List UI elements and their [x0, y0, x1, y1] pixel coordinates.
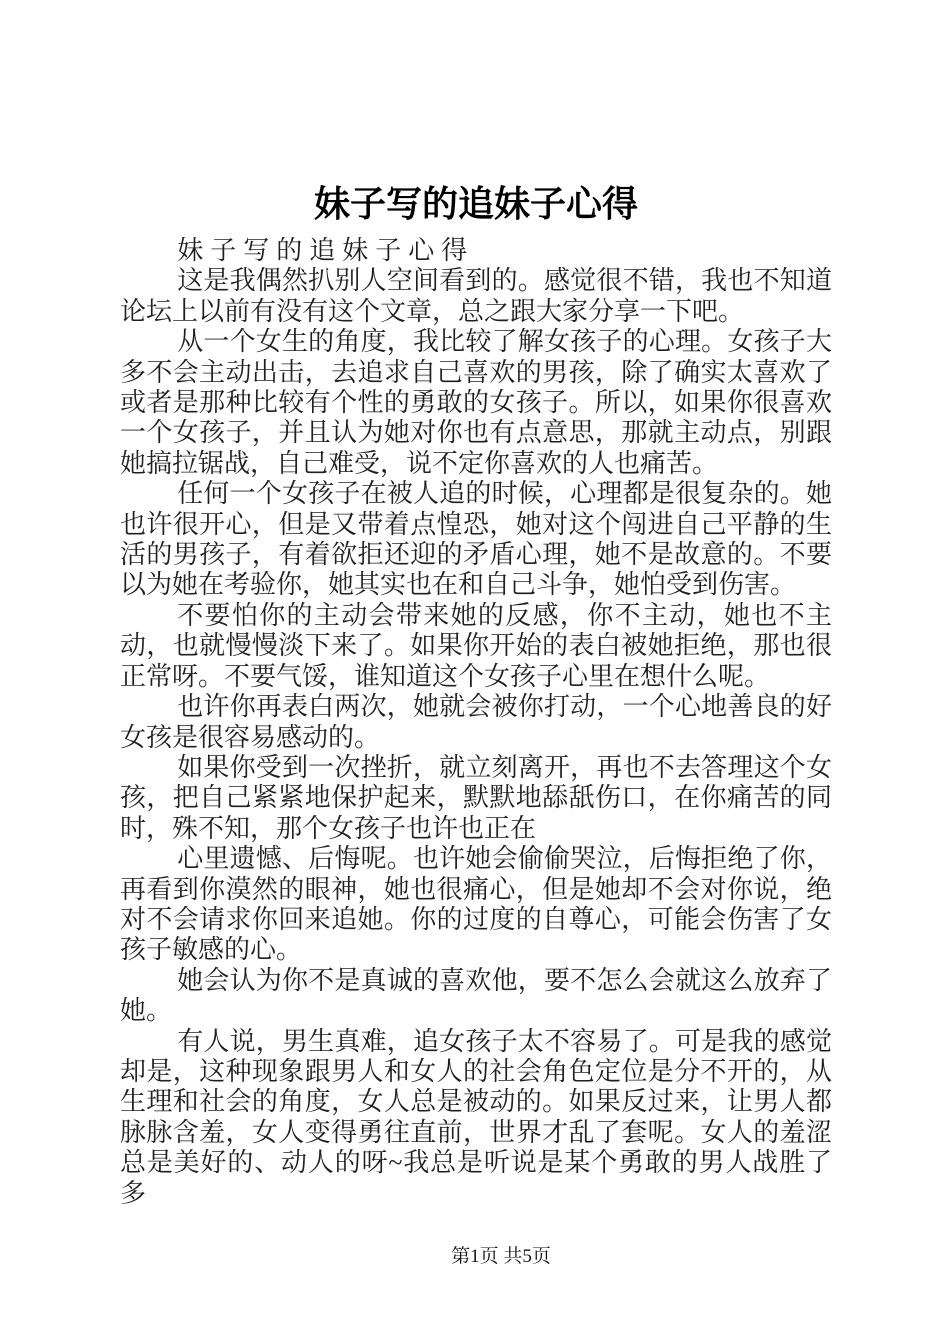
paragraph: 从一个女生的角度，我比较了解女孩子的心理。女孩子大多不会主动出击，去追求自己喜欢的男孩，除了确实太喜欢了或者是那种比较有个性的勇敢的女孩子。所以，如果你很喜欢一个女孩子，并且认为她对你也有点意思，那就主动点，别跟她搞拉锯战，自己难受，说不定你喜欢的人也痛苦。	[120, 327, 832, 478]
paragraph: 有人说，男生真难，追女孩子太不容易了。可是我的感觉却是，这种现象跟男人和女人的社会角色定位是分不开的，从生理和社会的角度，女人总是被动的。如果反过来，让男人都脉脉含羞，女人变得勇往直前，世界才乱了套呢。女人的羞涩总是美好的、动人的呀~我总是听说是某个勇敢的男人战胜了多	[120, 1026, 832, 1208]
paragraph: 她会认为你不是真诚的喜欢他，要不怎么会就这么放弃了她。	[120, 965, 832, 1026]
paragraph: 不要怕你的主动会带来她的反感，你不主动，她也不主动，也就慢慢淡下来了。如果你开始的表白被她拒绝，那也很正常呀。不要气馁，谁知道这个女孩子心里在想什么呢。	[120, 600, 832, 691]
paragraph: 也许你再表白两次，她就会被你打动，一个心地善良的好女孩是很容易感动的。	[120, 692, 832, 752]
paragraph: 任何一个女孩子在被人追的时候，心理都是很复杂的。她也许很开心，但是又带着点惶恐，她对这个闯进自己平静的生活的男孩子，有着欲拒还迎的矛盾心理，她不是故意的。不要以为她在考验你，她其实也在和自己斗争，她怕受到伤害。	[120, 479, 832, 600]
document-body	[120, 236, 832, 1209]
paragraph: 妹子写的追妹子心得	[177, 236, 475, 265]
page-footer: 第1页 共5页	[451, 1246, 551, 1267]
paragraph: 这是我偶然扒别人空间看到的。感觉很不错，我也不知道论坛上以前有没有这个文章，总之跟大家分享一下吧。	[120, 266, 832, 326]
paragraph: 如果你受到一次挫折，就立刻离开，再也不去答理这个女孩，把自己紧紧地保护起来，默默地舔舐伤口，在你痛苦的同时，殊不知，那个女孩子也许也正在	[120, 752, 832, 843]
page-title: 妹子写的追妹子心得	[313, 184, 638, 224]
paragraph: 心里遗憾、后悔呢。也许她会偷偷哭泣，后悔拒绝了你，再看到你漠然的眼神，她也很痛心，但是她却不会对你说，绝对不会请求你回来追她。你的过度的自尊心，可能会伤害了女孩子敏感的心。	[120, 844, 832, 965]
